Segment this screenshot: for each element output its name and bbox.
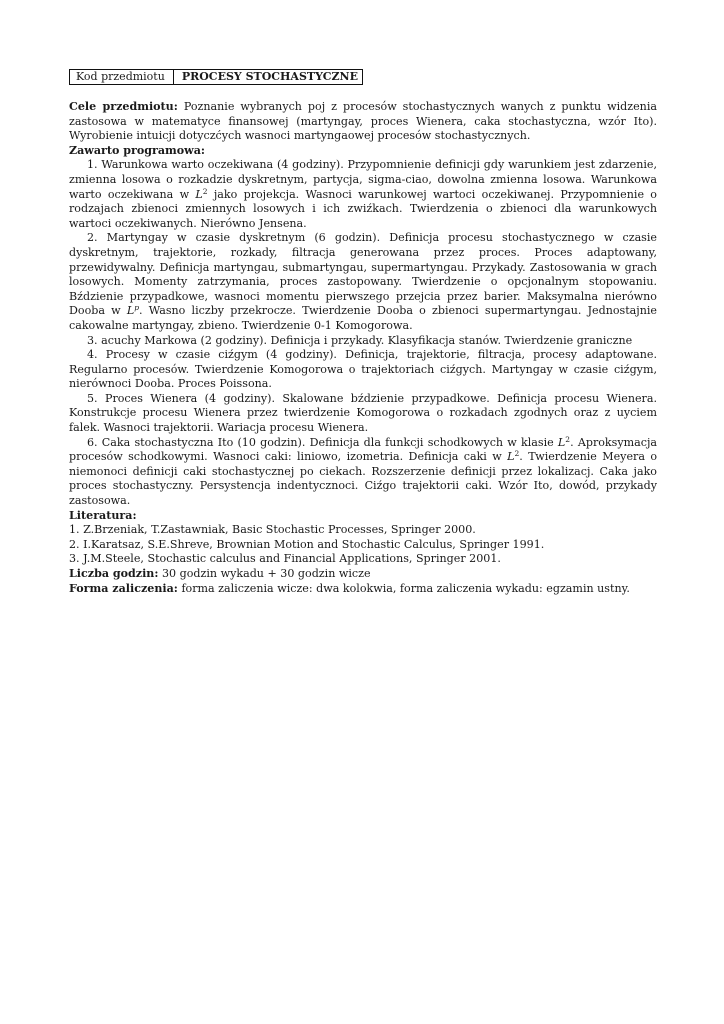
program-item-3: 3. acuchy Markowa (2 godziny). Definicja i przykady. Klasyfikacja stanów. Twierdzenie graniczne [87, 333, 633, 347]
literature-item-2: 2. I.Karatsaz, S.E.Shreve, Brownian Motion and Stochastic Calculus, Springer 1991. [69, 537, 545, 551]
program-item-1-symbol: L [195, 187, 203, 201]
literature-item-1: 1. Z.Brzeniak, T.Zastawniak, Basic Stochastic Processes, Springer 2000. [69, 523, 476, 537]
program-item-6-superscript-1: 2 [565, 434, 571, 444]
program-item-1-text-b: jako projekcja. Wasnoci warunkowej wartoci oczekiwanej. Przypomnienie o rodzajach zbienoci zmiennych losowych i ich zwiźkach. Twierdzenia o zbienoci dla warunkowych wartoci oczekiwanych. Nierówno Jensena. [69, 187, 657, 230]
hours-label: Liczba godzin: [69, 567, 159, 580]
program-item-5: 5. Proces Wienera (4 godziny). Skalowane bździenie przypadkowe. Definicja procesu Wienera. Konstrukcje procesu Wienera przez twierdzenie Komogorowa o rozkadach zgodnych oraz z uyciem falek. Wasnoci trajektorii. Wariacja procesu Wienera. [69, 391, 657, 435]
program-item-6-symbol-2: L [507, 450, 515, 464]
program-item-1-text-a: 1. Warunkowa warto oczekiwana (4 godziny). Przypomnienie definicji gdy warunkiem jest zdarzenie, zmienna losowa o rozkadzie dyskretnym, partycja, sigma-ciao, dowolna zmienna losowa. Warunkowa warto oczekiwana w [69, 158, 657, 201]
assessment-label: Forma zaliczenia: [69, 581, 178, 595]
goals-label: Cele przedmiotu: [69, 100, 178, 113]
literature-item-3: 3. J.M.Steele, Stochastic calculus and Financial Applications, Springer 2001. [69, 552, 501, 566]
program-item-2-text-a: 2. Martyngay w czasie dyskretnym (6 godzin). Definicja procesu stochastycznego w czasie dyskretnym, trajektorie, rozkady, filtracja generowana przez proces. Proces adaptowany, przewidywalny. Definicja martyngau, submartyngau, supermartyngau. Przykady. Zastosowania w grach losowych. Momenty zatrzymania, proces zastopowany. Twierdzenie o opcjonalnym stopowaniu. Bździenie przypadkowe, wasnoci momentu pierwszego przejcia przez barier. Maksymalna nierówno Dooba w [69, 231, 657, 318]
program-item-6-symbol-1: L [557, 435, 566, 449]
program-item-6-text-a: 6. Caka stochastyczna Ito (10 godzin). Definicja dla funkcji schodkowych w klasie [87, 435, 558, 449]
program-item-6 [69, 436, 657, 509]
program-item-2-symbol: L [126, 304, 135, 318]
assessment-text: forma zaliczenia wicze: dwa kolokwia, forma zaliczenia wykadu: egzamin ustny. [181, 581, 630, 595]
goals-paragraph [69, 100, 657, 144]
program-item-2 [69, 231, 657, 333]
hours-line [69, 567, 657, 582]
document-page [69, 69, 657, 596]
program-item-2-superscript: p [134, 303, 140, 313]
program-item-6-text-c: . Twierdzenie Meyera o niemonoci definicji caki stochastycznej po ciekach. Rozszerzenie definicji przez lokalizacj. Caka jako proces stochastyczny. Persystencja indentycznoci. Ciźgo trajektorii caki. Wzór Ito, dowód, przykady zastosowa. [69, 450, 657, 508]
course-name: PROCESY STOCHASTYCZNE [173, 70, 362, 84]
program-item-1-superscript: 2 [202, 186, 208, 196]
program-item-4: 4. Procesy w czasie ciźgym (4 godziny). Definicja, trajektorie, filtracja, procesy adaptowane. Regularno procesów. Twierdzenie Komogorowa o trajektoriach ciźgych. Martyngay w czasie ciźgym, nierównoci Dooba. Proces Poissona. [69, 348, 657, 391]
course-code-box [69, 69, 363, 85]
program-item-6-superscript-2: 2 [514, 449, 520, 459]
program-item-6-text-b: . Aproksymacja procesów schodkowymi. Wasnoci caki: liniowo, izometria. Definicja caki w [69, 435, 658, 464]
program-item-2-text-b: . Wasno liczby przekrocze. Twierdzenie Dooba o zbienoci supermartyngau. Jednostajnie cakowalne martyngay, zbieno. Twierdzenie 0-1 Komogorowa. [69, 304, 657, 332]
assessment-line [69, 582, 657, 597]
course-code-label: Kod przedmiotu [76, 70, 165, 83]
literature-heading: Literatura: [69, 508, 137, 522]
program-item-1 [69, 158, 657, 231]
program-heading: Zawarto programowa: [69, 143, 206, 157]
goals-text: Poznanie wybranych poj z procesów stochastycznych wanych z punktu widzenia zastosowa w matematyce finansowej (martyngay, proces Wienera, caka stochastyczna, wzór Ito). Wyrobienie intuicji dotyczćych wasnoci martyngaowej procesów stochastycznych. [69, 100, 657, 143]
hours-text: 30 godzin wykadu + 30 godzin wicze [162, 567, 371, 580]
